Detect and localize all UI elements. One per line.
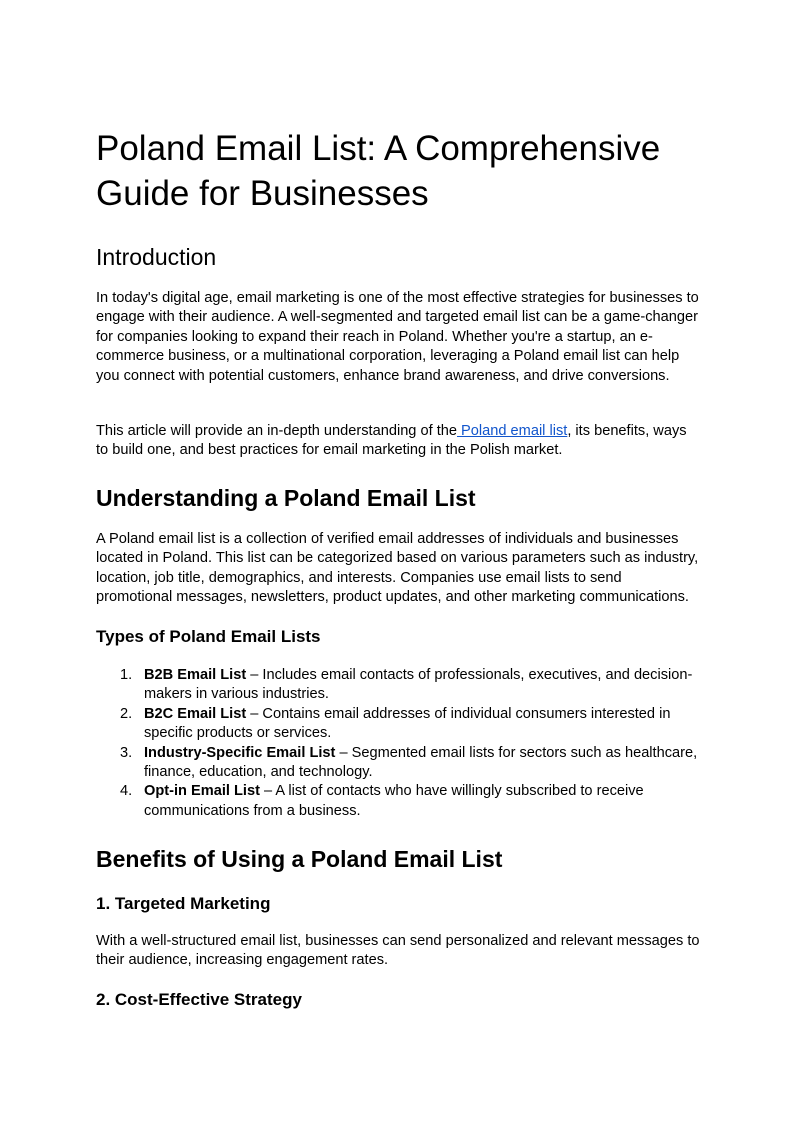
list-desc: – Contains email addresses of individual consumers interested in specific products or services. [144, 705, 671, 742]
heading-targeted-marketing: 1. Targeted Marketing [96, 894, 271, 913]
intro-paragraph-1: In today's digital age, email marketing is one of the most effective strategies for businesses to engage with their audience. A well-segmented and targeted email list can be a game-changer for companies looking to expand their reach in Poland. Whether you're a startup, an e-commerce business, or a multinational corporation, leveraging a Poland email list can help you connect with potential customers, enhance brand awareness, and drive conversions. [96, 290, 699, 384]
list-number: 2. [120, 705, 133, 722]
list-desc: – A list of contacts who have willingly subscribed to receive communications from a business. [144, 783, 644, 819]
intro-p2-after: , its benefits, ways to build one, and best practices for email marketing in the Polish market. [96, 423, 687, 459]
heading-understanding: Understanding a Poland Email List [96, 485, 476, 511]
poland-email-list-link[interactable]: Poland email list [457, 423, 568, 439]
list-number: 1. [120, 667, 133, 683]
list-term: Industry-Specific Email List [144, 744, 336, 761]
list-desc: – Includes email contacts of professionals, executives, and decision-makers in various industries. [144, 667, 693, 703]
list-item [96, 666, 700, 705]
intro-paragraph-2 [96, 422, 700, 461]
heading-cost-effective: 2. Cost-Effective Strategy [96, 990, 302, 1009]
understanding-paragraph: A Poland email list is a collection of verified email addresses of individuals and businesses located in Poland. This list can be categorized based on various parameters such as industry, location, job title, demographics, and interests. Companies use email lists to send promotional messages, newsletters, product updates, and other marketing communications. [96, 531, 699, 606]
heading-introduction: Introduction [96, 244, 217, 270]
heading-benefits: Benefits of Using a Poland Email List [96, 846, 503, 872]
list-item [96, 705, 700, 744]
list-number: 3. [120, 744, 133, 761]
list-item [96, 744, 700, 783]
list-term: B2B Email List [144, 667, 247, 683]
page-title: Poland Email List: A Comprehensive Guide for Businesses [96, 129, 661, 213]
list-desc: – Segmented email lists for sectors such as healthcare, finance, education, and technology. [144, 744, 698, 781]
list-number: 4. [120, 783, 133, 800]
heading-types: Types of Poland Email Lists [96, 627, 321, 646]
targeted-marketing-paragraph: With a well-structured email list, businesses can send personalized and relevant messages to their audience, increasing engagement rates. [96, 933, 700, 969]
list-item [96, 782, 700, 821]
types-list [96, 666, 700, 821]
list-term: B2C Email List [144, 705, 247, 722]
list-term: Opt-in Email List [144, 783, 260, 800]
intro-p2-before: This article will provide an in-depth understanding of the [96, 423, 457, 439]
